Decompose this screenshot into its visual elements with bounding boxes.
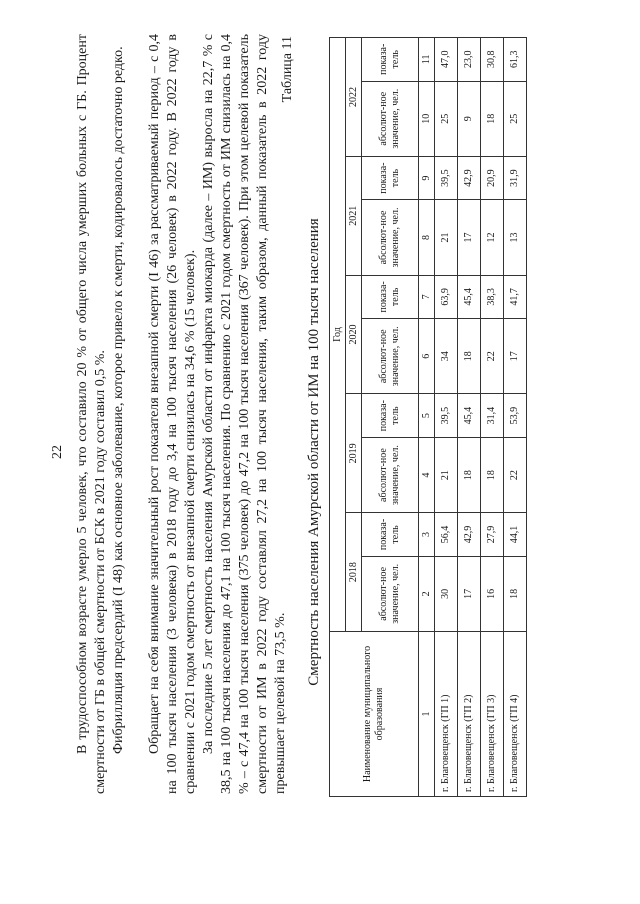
year-group-header: Год — [330, 38, 346, 632]
table-row — [504, 38, 527, 797]
table-cell: 42,9 — [458, 156, 481, 199]
table-cell: 23,0 — [458, 38, 481, 82]
table-cell: 18 — [504, 556, 527, 631]
table-cell: 56,4 — [435, 513, 458, 556]
table-cell: 61,3 — [504, 38, 527, 82]
table-cell: 47,0 — [435, 38, 458, 82]
rate-header: показа-тель — [362, 275, 419, 318]
table-cell: 41,7 — [504, 275, 527, 318]
table-cell: 17 — [458, 200, 481, 275]
column-number: 11 — [419, 38, 435, 82]
table-cell: 18 — [481, 81, 504, 156]
year-header: 2018 — [346, 513, 362, 632]
table-cell: 25 — [504, 81, 527, 156]
table-cell: 20,9 — [481, 156, 504, 199]
table-row — [458, 38, 481, 797]
municipality-name: г. Благовещенск (ГП 2) — [458, 632, 481, 797]
table-cell: 39,5 — [435, 156, 458, 199]
table-cell: 44,1 — [504, 513, 527, 556]
abs-value-header: абсолют-ное значение, чел. — [362, 556, 419, 631]
abs-value-header: абсолют-ное значение, чел. — [362, 437, 419, 512]
page-number: 22 — [50, 445, 65, 459]
table-cell: 31,9 — [504, 156, 527, 199]
column-number: 5 — [419, 394, 435, 437]
column-number: 10 — [419, 81, 435, 156]
table-cell: 21 — [435, 200, 458, 275]
table-cell: 39,5 — [435, 394, 458, 437]
rate-header: показа-тель — [362, 394, 419, 437]
municipality-header: Наименование муниципального образования — [330, 632, 419, 797]
rate-header: показа-тель — [362, 38, 419, 82]
table-cell: 12 — [481, 200, 504, 275]
abs-value-header: абсолют-ное значение, чел. — [362, 81, 419, 156]
year-header: 2020 — [346, 275, 362, 394]
year-header: 2022 — [346, 38, 362, 157]
column-number: 7 — [419, 275, 435, 318]
table-cell: 9 — [458, 81, 481, 156]
municipality-name: г. Благовещенск (ГП 1) — [435, 632, 458, 797]
table-cell: 25 — [435, 81, 458, 156]
paragraph-3: Обращает на себя внимание значительный рост показателя внезапной смерти (I 46) за рассматриваемый период – с 0,4 на 100 тысяч населения (3 человека) в 2018 году до 3,4 на 100 тысяч населения (26 человек) в 2022 году. В 2022 году в сравнении с 2021 годом смертность от внезапной смерти снизилась на 34,6 % (15 человек). — [147, 34, 198, 794]
table-cell: 21 — [435, 437, 458, 512]
column-number: 9 — [419, 156, 435, 199]
year-header: 2019 — [346, 394, 362, 513]
table-cell: 63,9 — [435, 275, 458, 318]
mortality-table — [329, 37, 527, 797]
table-cell: 13 — [504, 200, 527, 275]
table-row — [481, 38, 504, 797]
table-cell: 30 — [435, 556, 458, 631]
table-row — [435, 38, 458, 797]
column-number: 3 — [419, 513, 435, 556]
table-cell: 45,4 — [458, 394, 481, 437]
document-page — [40, 22, 600, 882]
table-cell: 22 — [481, 319, 504, 394]
table-cell: 18 — [458, 319, 481, 394]
table-number: Таблица 11 — [280, 36, 295, 103]
column-number: 8 — [419, 200, 435, 275]
table-cell: 30,8 — [481, 38, 504, 82]
table-cell: 45,4 — [458, 275, 481, 318]
table-cell: 27,9 — [481, 513, 504, 556]
table-cell: 18 — [458, 437, 481, 512]
table-cell: 18 — [481, 437, 504, 512]
table-cell: 31,4 — [481, 394, 504, 437]
paragraph-1: В трудоспособном возрасте умерло 5 человек, что составило 20 % от общего числа умерших больных с ГБ. Процент смертности от ГБ в общей смертности от БСК в 2021 году составил 0,5 %. — [75, 34, 108, 794]
year-header: 2021 — [346, 156, 362, 275]
municipality-name: г. Благовещенск (ГП 4) — [504, 632, 527, 797]
column-number: 2 — [419, 556, 435, 631]
municipality-name: г. Благовещенск (ГП 3) — [481, 632, 504, 797]
table-cell: 53,9 — [504, 394, 527, 437]
column-number: 4 — [419, 437, 435, 512]
table-title: Смертность населения Амурской области от ИМ на 100 тысяч населения — [306, 218, 322, 686]
abs-value-header: абсолют-ное значение, чел. — [362, 200, 419, 275]
table-cell: 17 — [504, 319, 527, 394]
column-number: 6 — [419, 319, 435, 394]
abs-value-header: абсолют-ное значение, чел. — [362, 319, 419, 394]
column-number: 1 — [419, 632, 435, 797]
table-cell: 16 — [481, 556, 504, 631]
table-cell: 34 — [435, 319, 458, 394]
rate-header: показа-тель — [362, 513, 419, 556]
table-cell: 42,9 — [458, 513, 481, 556]
paragraph-4: За последние 5 лет смертность населения Амурской области от инфаркта миокарда (далее – ИМ) выросла на 22,7 % с 38,5 на 100 тысяч населения до 47,1 на 100 тысяч населения. По сравнению с 2021 годом смертность от ИМ снизилась на 0,4 % – с 47,4 на 100 тысяч населения (375 человек) до 47,2 на 100 тысяч населения (367 человек). При этом целевой показатель смертности от ИМ в 2022 году составлял 27,2 на 100 тысяч населения, таким образом, данный показатель в 2022 году превышает целевой на 73,5 %. — [201, 34, 288, 794]
table-cell: 38,3 — [481, 275, 504, 318]
table-cell: 17 — [458, 556, 481, 631]
rate-header: показа-тель — [362, 156, 419, 199]
table-cell: 22 — [504, 437, 527, 512]
paragraph-2: Фибрилляция предсердий (I 48) как основное заболевание, которое привело к смерти, кодировалось достаточно редко. — [111, 46, 126, 754]
